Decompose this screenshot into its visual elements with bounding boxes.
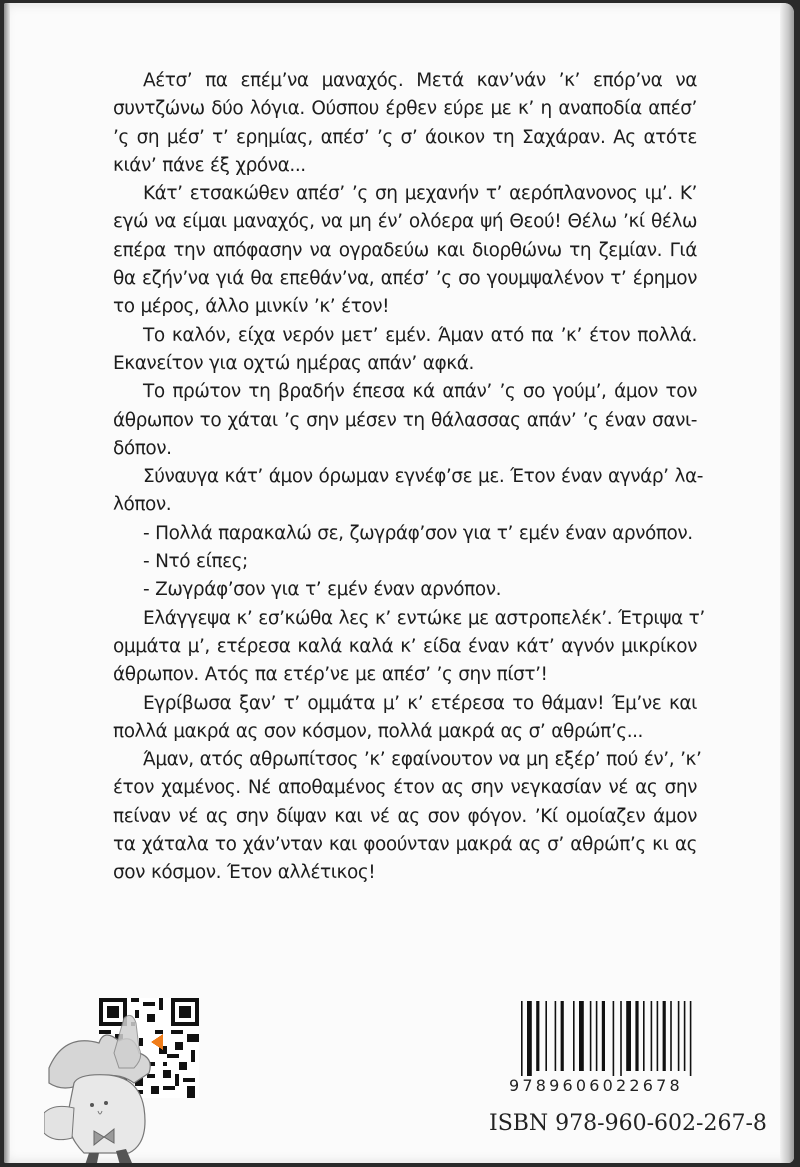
text-line: ’ς ση μέσ’ τ’ ερημίας, απέσ’ ’ς σ’ άοικον τη Σαχάραν. Ας ατότε [113, 126, 697, 148]
dialogue [113, 520, 697, 605]
text-line: λόπον. [113, 494, 172, 516]
text-line: Ελάγγεψα κ’ εσ’κώθα λες κ’ εντώκε με αστροπελέκ’. Έτριψα τ’ [143, 607, 705, 629]
text-line: Εκανείτον για οχτώ ημέρας απάν’ αφκά. [113, 352, 474, 374]
paragraph [113, 463, 703, 520]
text-line: άθρωπον το χάται ’ς σην μέσεν τη θάλασσας απάν’ ’ς έναν σανι- [113, 409, 697, 431]
barcode-bar [536, 1001, 539, 1071]
barcode-bar [670, 1001, 672, 1071]
barcode-bar [545, 1001, 547, 1071]
text-line: επέρα την απόφασην να ογραδεύω και διορθώνω τη ζεμίαν. Γιά [113, 239, 697, 261]
barcode-bar [620, 1001, 622, 1076]
text-line: συντζώνω δύο λόγια. Ούσπου έρθεν εύρε με κ’ η αναποδία απέσ’ [113, 98, 697, 120]
barcode-bar [663, 1001, 666, 1071]
text-line: το μέρος, άλλο μινκίν ’κ’ έτον! [113, 296, 390, 318]
paragraph [113, 180, 697, 321]
dialogue-line: - Ντό είπες; [143, 551, 248, 573]
barcode-bar [555, 1001, 557, 1071]
text-line: σον κόσμον. Έτον αλλέτικος! [113, 862, 376, 884]
barcode-bar [579, 1001, 584, 1071]
paragraph [113, 690, 697, 747]
barcode-bar [596, 1001, 598, 1071]
barcode-bar [626, 1001, 631, 1071]
barcode-bar [590, 1001, 592, 1071]
little-prince-illustration [44, 1013, 194, 1163]
paragraph [113, 322, 697, 379]
text-line: Εγρίβωσα ξαν’ τ’ ομμάτα μ’ κ’ ετέρεσα το θάμαν! Έμ’νε και [143, 692, 697, 714]
barcode-bar [573, 1001, 575, 1071]
barcode-bar [602, 1001, 605, 1071]
text-line: κιάν’ πάνε έξ χρόνα... [113, 154, 306, 176]
barcode-bar [635, 1001, 638, 1071]
paragraph [113, 378, 697, 463]
body-text [113, 67, 705, 888]
barcode-bar [651, 1001, 653, 1071]
text-line: έτον χαμένος. Νέ αποθαμένος έτον ας σην νεγκασίαν νέ ας σην [113, 777, 697, 799]
barcode-bar [643, 1001, 645, 1071]
text-line: θα εζήν’να γιά θα επεθάν’να, απέσ’ ’ς σο γουμψαλένον τ’ έρημον [113, 268, 697, 290]
text-line: Κάτ’ ετσακώθεν απέσ’ ’ς ση μεχανήν τ’ αερόπλανονος ιμ’. Κ’ [143, 183, 697, 205]
barcode-bar [561, 1001, 564, 1071]
text-line: τα χάταλα το χάν’νταν και φοούνταν μακρά ας σ’ αθρώπ’ς κι ας [113, 834, 697, 856]
dialogue-line: - Ζωγράφ’σον για τ’ εμέν έναν αρνόπον. [143, 579, 502, 601]
text-line: δόπον. [113, 437, 172, 459]
barcode-bar [657, 1001, 659, 1071]
barcode [519, 1001, 715, 1076]
barcode-bar [684, 1001, 686, 1071]
isbn-number: ISBN 978-960-602-267-8 [489, 1111, 767, 1136]
barcode-bar [527, 1001, 532, 1076]
barcode-bar [613, 1001, 615, 1076]
barcode-bar [690, 1001, 692, 1076]
paragraph [113, 605, 705, 690]
text-line: πολλά μακρά ας σον κόσμον, πολλά μακρά ας σ’ αθρώπ’ς... [113, 720, 643, 742]
text-line: Σύναυγα κάτ’ άμον όρωμαν εγνέφ’σε με. Έτον έναν αγνάρ’ λα- [143, 466, 703, 488]
paragraph [113, 746, 702, 887]
text-line: ομμάτα μ’, ετέρεσα καλά καλά κ’ είδα έναν κάτ’ αγνόν μικρίκον [113, 635, 697, 657]
text-line: άθρωπον. Ατός πα ετέρ’νε με απέσ’ ’ς σην πίστ’! [113, 664, 548, 686]
text-line: Το καλόν, είχα νερόν μετ’ εμέν. Άμαν ατό πα ’κ’ έτον πολλά. [143, 324, 697, 346]
barcode-bar [521, 1001, 523, 1076]
text-line: πείναν νέ ας σην δίψαν και νέ ας σον φόγον. ’Κί ομοίαζεν άμον [113, 805, 697, 827]
barcode-digits: 9789606022678 [509, 1076, 683, 1095]
text-line: εγώ να είμαι μαναχός, να μη έν’ ολόερα ψή Θεού! Θέλω ’κί θέλω [113, 211, 697, 233]
barcode-bar [678, 1001, 680, 1071]
text-line: Άμαν, ατός αθρωπίτσος ’κ’ εφαίνουτον να μη εξέρ’ πού έν’, ’κ’ [143, 749, 702, 771]
text-line: Το πρώτον τη βραδήν έπεσα κά απάν’ ’ς σο γούμ’, άμον τον [143, 381, 697, 403]
paragraph [113, 67, 697, 180]
book-back-cover [4, 3, 794, 1163]
dialogue-line: - Πολλά παρακαλώ σε, ζωγράφ’σον για τ’ εμέν έναν αρνόπον. [143, 522, 693, 544]
text-line: Αέτσ’ πα επέμ’να μαναχός. Μετά καν’νάν ’κ’ επόρ’να να [143, 70, 697, 91]
